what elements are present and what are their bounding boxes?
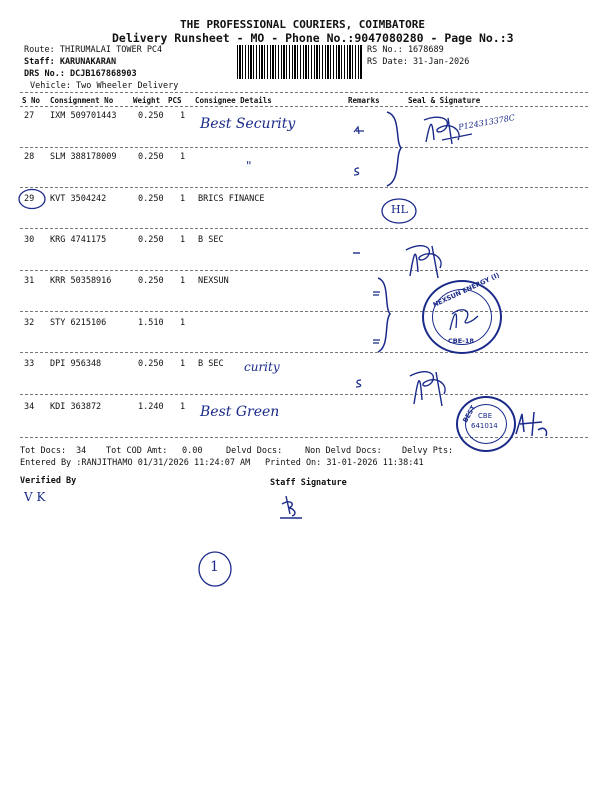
row-consignee: B SEC — [198, 235, 224, 245]
company-title: THE PROFESSIONAL COURIERS, COIMBATORE — [180, 18, 426, 31]
row-divider — [20, 394, 588, 395]
row-consignment: KRG 4741175 — [50, 235, 107, 245]
col-sno: S No — [22, 96, 41, 105]
row-weight: 0.250 — [138, 359, 164, 369]
remark-mark — [352, 250, 362, 256]
row-weight: 0.250 — [138, 194, 164, 204]
row-consignment: DPI 956348 — [50, 359, 102, 369]
row-pcs: 1 — [180, 318, 186, 328]
row-divider — [20, 311, 588, 312]
bracket-mark — [374, 276, 400, 356]
non-delivered-docs-label: Non Delvd Docs: — [305, 446, 382, 456]
row-sno: 31 — [24, 276, 35, 286]
rs-date: RS Date: 31-Jan-2026 — [367, 57, 470, 67]
barcode — [237, 45, 363, 79]
tot-docs-value: 34 — [76, 446, 87, 456]
row-weight: 0.250 — [138, 111, 164, 121]
staff-signature-icon — [276, 492, 306, 522]
row-consignee: NEXSUN — [198, 276, 229, 286]
handwritten-remark: HL — [391, 203, 408, 216]
signature-icon — [512, 406, 552, 440]
row-pcs: 1 — [180, 402, 186, 412]
entered-by: Entered By :RANJITHAMO 01/31/2026 11:24:07 AM — [20, 458, 251, 468]
row-sno: 34 — [24, 402, 35, 412]
bracket-mark — [383, 110, 413, 190]
row-divider — [20, 352, 588, 353]
runsheet-subtitle: Delivery Runsheet - MO - Phone No.:9047080280 - Page No.:3 — [112, 31, 514, 45]
row-sno: 29 — [24, 194, 35, 204]
seal-city: CBE — [478, 412, 493, 420]
row-pcs: 1 — [180, 359, 186, 369]
row-consignment: IXM 509701443 — [50, 111, 117, 121]
col-weight: Weight — [133, 96, 161, 105]
row-consignment: KRR 50358916 — [50, 276, 112, 286]
header-rule-top — [20, 92, 588, 93]
circled-number: 1 — [210, 559, 219, 575]
remark-mark — [354, 378, 364, 388]
row-weight: 0.250 — [138, 276, 164, 286]
handwritten-consignee: Best Green — [200, 404, 280, 420]
header-rule-bottom — [20, 106, 588, 107]
col-consignment: Consignment No — [50, 96, 114, 105]
vehicle-label: Vehicle: Two Wheeler Delivery — [30, 81, 179, 91]
signature-icon — [418, 112, 478, 152]
staff-label: Staff: KARUNAKARAN — [24, 57, 117, 67]
col-seal-signature: Seal & Signature — [408, 96, 481, 105]
company-seal-icon — [456, 396, 516, 452]
handwritten-consignee: Best Security — [200, 116, 296, 132]
route-label: Route: THIRUMALAI TOWER PC4 — [24, 45, 163, 55]
handwritten-consignee-suffix: curity — [244, 360, 280, 374]
stamp-city: CBE-18 — [448, 337, 474, 345]
remark-mark — [352, 124, 366, 138]
handwritten-ditto: " — [246, 159, 252, 173]
signature-icon — [400, 238, 455, 283]
printed-on: Printed On: 31-01-2026 11:38:41 — [265, 458, 424, 468]
row-pcs: 1 — [180, 194, 186, 204]
seal-top-text: BEST — [461, 403, 478, 425]
tot-cod-value: 0.00 — [182, 446, 203, 456]
row-divider — [20, 147, 588, 148]
row-weight: 0.250 — [138, 152, 164, 162]
verified-initials: V K — [24, 490, 46, 504]
row-consignment: KDI 363872 — [50, 402, 102, 412]
row-weight: 1.240 — [138, 402, 164, 412]
rs-number: RS No.: 1678689 — [367, 45, 444, 55]
row-pcs: 1 — [180, 152, 186, 162]
row-consignee: BRICS FINANCE — [198, 194, 265, 204]
col-pcs: PCS — [168, 96, 182, 105]
drs-label: DRS No.: DCJB167868903 — [24, 69, 137, 79]
delivered-docs-label: Delvd Docs: — [226, 446, 283, 456]
row-sno: 30 — [24, 235, 35, 245]
remark-mark — [352, 166, 362, 176]
signature-icon — [444, 300, 484, 336]
row-sno: 32 — [24, 318, 35, 328]
row-consignment: STY 6215106 — [50, 318, 107, 328]
row-sno: 27 — [24, 111, 35, 121]
handwritten-id-number: P124313378C — [457, 113, 516, 132]
row-weight: 0.250 — [138, 235, 164, 245]
row-divider — [20, 270, 588, 271]
row-consignee: B SEC — [198, 359, 224, 369]
row-sno: 28 — [24, 152, 35, 162]
stamp-text: NEXSUN ENERGY (I) — [431, 271, 501, 309]
row-pcs: 1 — [180, 235, 186, 245]
delivery-points-label: Delvy Pts: — [402, 446, 454, 456]
staff-signature-label: Staff Signature — [270, 478, 347, 488]
signature-icon — [404, 364, 459, 409]
row-consignment: SLM 388178009 — [50, 152, 117, 162]
circle-mark — [18, 188, 48, 210]
seal-code: 641014 — [471, 422, 498, 430]
row-sno: 33 — [24, 359, 35, 369]
row-pcs: 1 — [180, 276, 186, 286]
row-pcs: 1 — [180, 111, 186, 121]
row-consignment: KVT 3504242 — [50, 194, 107, 204]
verified-by-label: Verified By — [20, 476, 77, 486]
col-remarks: Remarks — [348, 96, 380, 105]
row-divider — [20, 187, 588, 188]
row-weight: 1.510 — [138, 318, 164, 328]
col-consignee: Consignee Details — [195, 96, 272, 105]
row-divider — [20, 228, 588, 229]
tot-docs-label: Tot Docs: — [20, 446, 67, 456]
tot-cod-label: Tot COD Amt: — [106, 446, 168, 456]
